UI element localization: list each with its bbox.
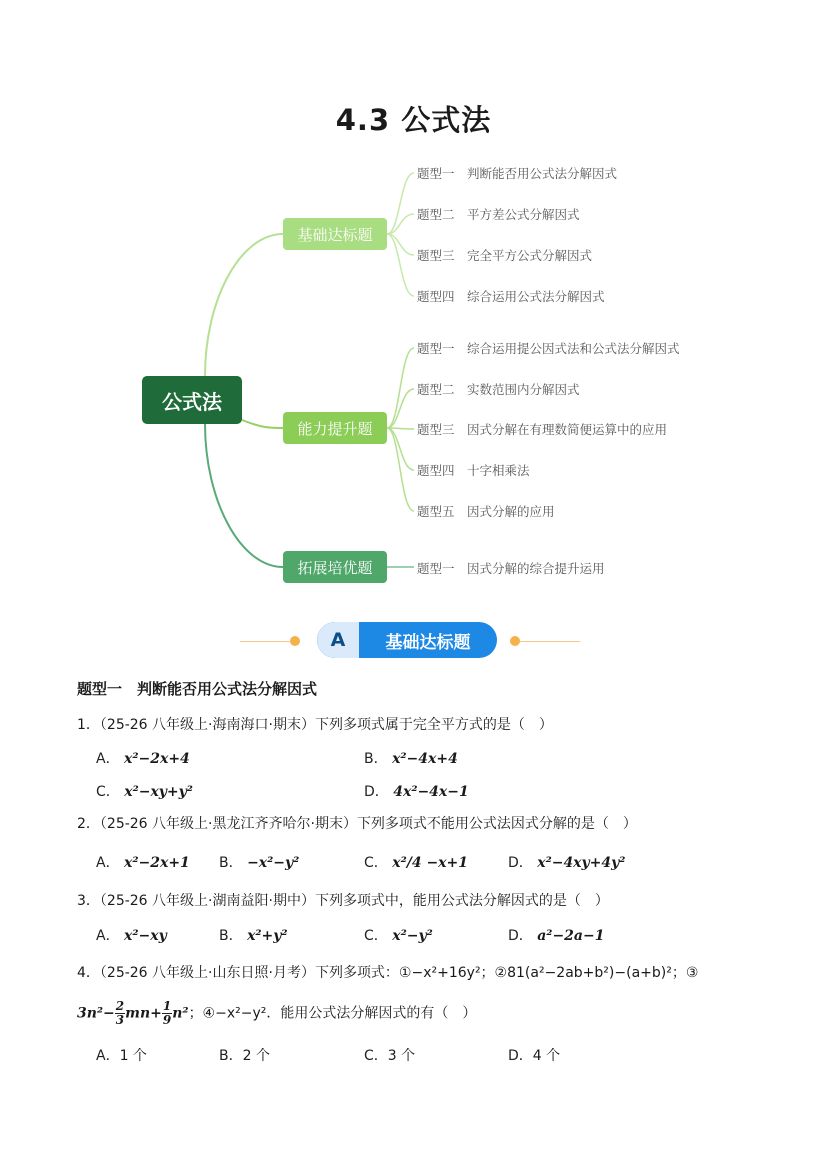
mindmap-leaf: 题型四 十字相乘法	[417, 463, 530, 478]
question-stem: 1．（25-26 八年级上·海南海口·期末）下列多项式属于完全平方式的是（ ）	[77, 717, 553, 733]
option-b: B． x²−4x+4	[364, 751, 458, 767]
option-d: D． 4x²−4x−1	[364, 784, 469, 800]
section-title: 基础达标题	[385, 632, 471, 653]
mindmap-leaf: 题型一 因式分解的综合提升运用	[417, 561, 605, 576]
question-stem: 4．（25-26 八年级上·山东日照·月考）下列多项式：①−x²+16y²；②81(a²−2ab+b²)−(a+b)²；③	[77, 965, 699, 981]
option-b: B．2 个	[219, 1048, 270, 1064]
question-stem: 2．（25-26 八年级上·黑龙江齐齐哈尔·期末）下列多项式不能用公式法因式分解的是（ ）	[77, 816, 637, 832]
option-c: C． x²−y²	[364, 928, 433, 944]
mindmap-leaf: 题型二 平方差公式分解因式	[417, 207, 580, 222]
option-c: C． x²/4 −x+1	[364, 855, 468, 871]
option-a: A． x²−2x+1	[96, 855, 190, 871]
mindmap-leaf: 题型五 因式分解的应用	[417, 504, 555, 519]
banner-dot-left	[290, 636, 300, 646]
mindmap-leaf: 题型三 因式分解在有理数简便运算中的应用	[417, 422, 668, 437]
banner-line-right	[520, 641, 580, 642]
banner-line-left	[240, 641, 295, 642]
section-banner	[317, 622, 497, 658]
option-a: A． x²−xy	[96, 928, 167, 944]
banner-dot-right	[510, 636, 520, 646]
mindmap-root: 公式法	[142, 376, 242, 424]
page-title: 4.3 公式法	[335, 103, 492, 137]
option-c: C．3 个	[364, 1048, 416, 1064]
option-b: B． −x²−y²	[219, 855, 300, 871]
section-letter: A	[317, 622, 359, 658]
option-d: D． x²−4xy+4y²	[508, 855, 626, 871]
option-d: D．4 个	[508, 1048, 561, 1064]
mindmap-leaf: 题型三 完全平方公式分解因式	[417, 248, 593, 263]
question-type-heading: 题型一 判断能否用公式法分解因式	[77, 680, 318, 698]
mindmap-leaf: 题型一 判断能否用公式法分解因式	[417, 166, 618, 181]
mindmap-branch-advanced: 能力提升题	[283, 412, 387, 444]
mindmap-branch-basic: 基础达标题	[283, 218, 387, 250]
question-stem: 3．（25-26 八年级上·湖南益阳·期中）下列多项式中，能用公式法分解因式的是（ ）	[77, 893, 609, 909]
mindmap-leaf: 题型四 综合运用公式法分解因式	[417, 289, 605, 304]
question-stem-cont: 3n²− $\frac{2}{3}$ mn+ $\frac{1}{9}$ n²；④−x²−y²．能用公式法分解因式的有（ ）	[77, 999, 477, 1027]
option-a: A． x²−2x+4	[96, 751, 190, 767]
mindmap-leaf: 题型二 实数范围内分解因式	[417, 382, 580, 397]
mindmap-branch-extension: 拓展培优题	[283, 551, 387, 583]
option-c: C． x²−xy+y²	[96, 784, 193, 800]
option-a: A．1 个	[96, 1048, 147, 1064]
mindmap-leaf: 题型一 综合运用提公因式法和公式法分解因式	[417, 341, 680, 356]
option-b: B． x²+y²	[219, 928, 288, 944]
option-d: D． a²−2a−1	[508, 928, 605, 944]
